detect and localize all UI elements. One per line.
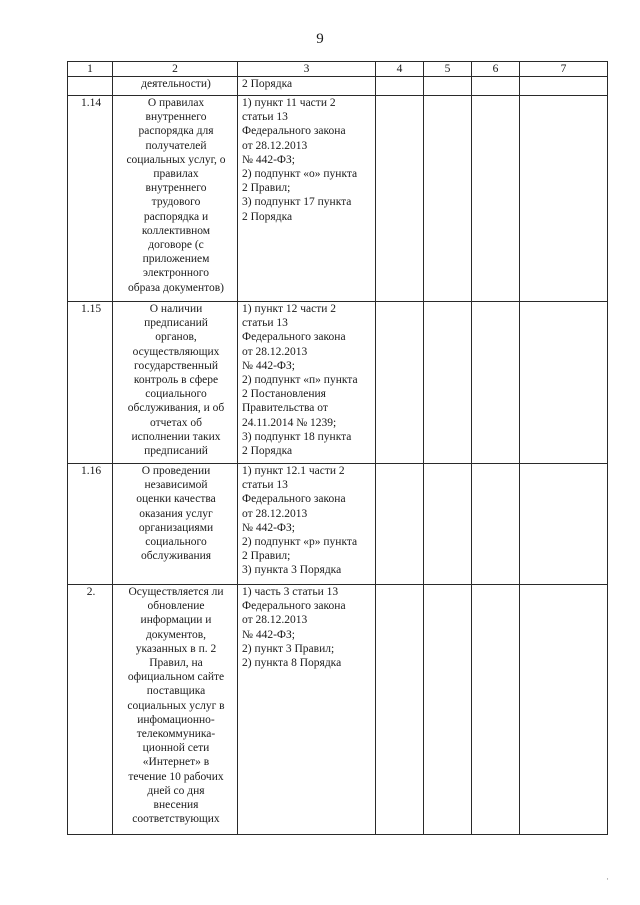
item-legal-basis — [238, 585, 376, 835]
table-row — [68, 77, 608, 96]
table-row — [68, 585, 608, 835]
table-row — [68, 96, 608, 302]
item-number: 1.15 — [68, 302, 113, 464]
item-subject-text: деятельности) — [141, 78, 211, 90]
column-header: 2 — [113, 62, 238, 77]
item-legal-basis — [238, 96, 376, 302]
empty-cell — [376, 464, 424, 585]
empty-cell — [472, 585, 520, 835]
empty-cell — [376, 96, 424, 302]
column-header: 4 — [376, 62, 424, 77]
column-header: 5 — [424, 62, 472, 77]
item-subject-text: О проведении независимой оценки качества оказания услуг организациями социального обслуживания — [136, 465, 216, 563]
page-number: 9 — [316, 31, 324, 47]
empty-cell — [472, 77, 520, 96]
table-header-row — [68, 62, 608, 77]
empty-cell — [424, 96, 472, 302]
empty-cell — [520, 96, 608, 302]
empty-cell — [424, 464, 472, 585]
item-legal-basis-text: 1) пункт 11 части 2 статьи 13 Федерального закона от 28.12.2013 № 442-ФЗ; 2) подпункт «о» пункта 2 Правил; 3) подпункт 17 пункта 2 Порядка — [242, 97, 358, 223]
item-number — [68, 77, 113, 96]
empty-cell — [424, 77, 472, 96]
item-subject — [113, 464, 238, 585]
item-legal-basis — [238, 464, 376, 585]
item-number: 1.16 — [68, 464, 113, 585]
empty-cell — [376, 585, 424, 835]
item-legal-basis-text: 2 Порядка — [242, 78, 293, 90]
empty-cell — [472, 302, 520, 464]
item-number: 2. — [68, 585, 113, 835]
item-subject-text: Осуществляется ли обновление информации и документов, указанных в п. 2 Правил, на официальном сайте поставщика социальных услуг в инфомационно- телекоммуника- ционной сети «Интернет» в течение 10 рабочих дней со дня внесения соответствующих — [127, 586, 225, 826]
column-header: 1 — [68, 62, 113, 77]
column-header: 7 — [520, 62, 608, 77]
empty-cell — [520, 302, 608, 464]
item-number: 1.14 — [68, 96, 113, 302]
checklist-table — [67, 61, 608, 835]
item-subject-text: О правилах внутреннего распорядка для получателей социальных услуг, о правилах внутреннего трудового распорядка и коллективном договоре (с приложением электронного образа документов) — [126, 97, 226, 294]
empty-cell — [376, 302, 424, 464]
empty-cell — [472, 464, 520, 585]
item-legal-basis-text: 1) пункт 12 части 2 статьи 13 Федерального закона от 28.12.2013 № 442-ФЗ; 2) подпункт «п» пункта 2 Постановления Правительства от 24.11.2014 № 1239; 3) подпункт 18 пункта 2 Порядка — [242, 303, 358, 458]
item-subject-text: О наличии предписаний органов, осуществляющих государственный контроль в сфере социального обслуживания, и об отчетах об исполнении таких предписаний — [127, 303, 225, 458]
item-legal-basis — [238, 77, 376, 96]
column-header: 6 — [472, 62, 520, 77]
empty-cell — [472, 96, 520, 302]
scan-speck: · — [606, 874, 609, 884]
empty-cell — [424, 302, 472, 464]
table-row — [68, 464, 608, 585]
empty-cell — [376, 77, 424, 96]
item-subject — [113, 77, 238, 96]
empty-cell — [520, 585, 608, 835]
item-legal-basis — [238, 302, 376, 464]
column-header: 3 — [238, 62, 376, 77]
item-subject — [113, 585, 238, 835]
table-row — [68, 302, 608, 464]
empty-cell — [424, 585, 472, 835]
empty-cell — [520, 464, 608, 585]
empty-cell — [520, 77, 608, 96]
item-legal-basis-text: 1) часть 3 статьи 13 Федерального закона от 28.12.2013 № 442-ФЗ; 2) пункт 3 Правил; 2) пункта 8 Порядка — [242, 586, 346, 670]
item-subject — [113, 302, 238, 464]
item-legal-basis-text: 1) пункт 12.1 части 2 статьи 13 Федерального закона от 28.12.2013 № 442-ФЗ; 2) подпункт «р» пункта 2 Правил; 3) пункта 3 Порядка — [242, 465, 358, 577]
item-subject — [113, 96, 238, 302]
